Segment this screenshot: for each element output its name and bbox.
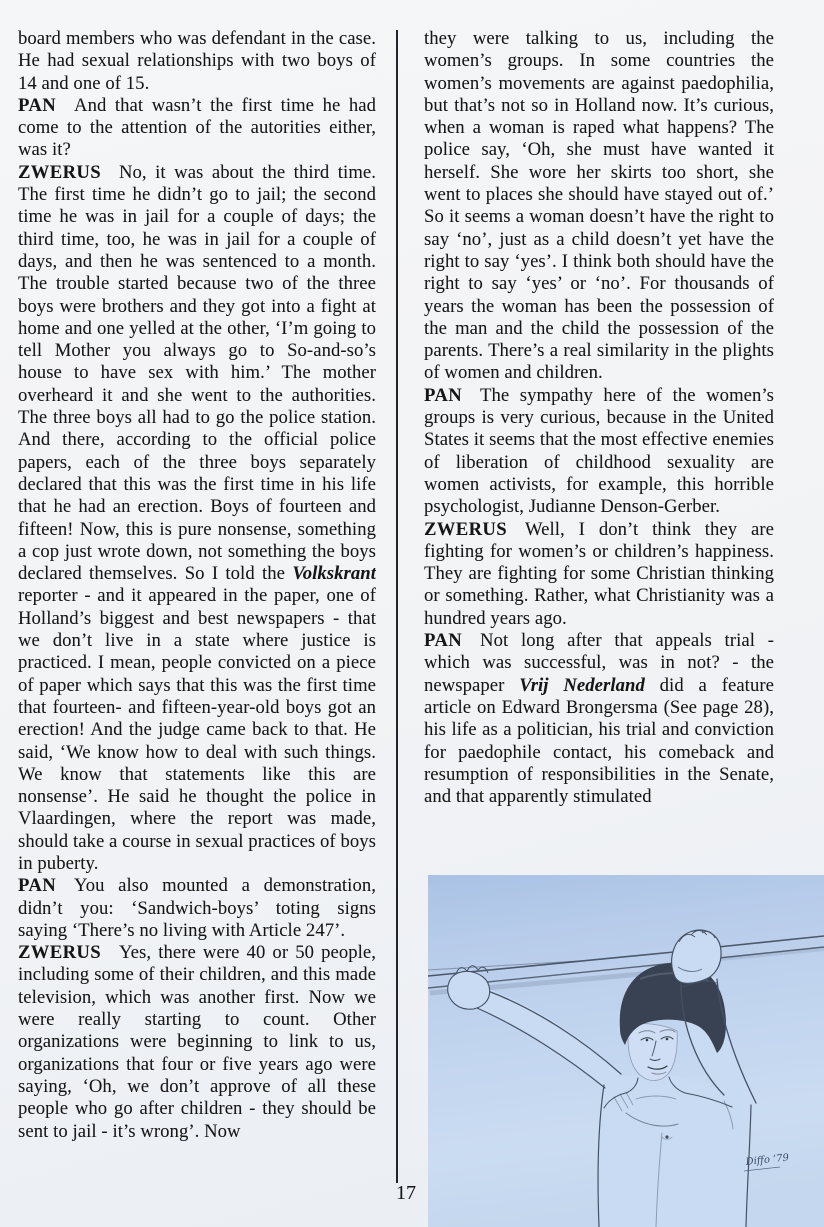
speaker-label: ZWERUS [18, 161, 101, 183]
dialogue-paragraph [424, 519, 774, 630]
dialogue-paragraph [424, 385, 774, 519]
paragraph-text: You also mounted a demonstration, didn’t you: ‘Sandwich-boys’ toting signs saying ‘There’s no living with Article 247’. [18, 875, 376, 941]
boy-drawing [428, 875, 824, 1227]
left-column [18, 28, 376, 1190]
dialogue-paragraph [18, 95, 376, 162]
paragraph-continuation [18, 28, 376, 95]
dialogue-paragraph [18, 875, 376, 942]
paragraph-text: Well, I don’t think they are fighting for women’s or children’s happiness. They are fighting for some Christian thinking or something. Rather, what Christianity was a hundred years ago. [424, 518, 774, 629]
speaker-label: ZWERUS [424, 518, 507, 540]
paragraph-text: Yes, there were 40 or 50 people, including some of their children, and this made television, which was another first. Now we were really starting to count. Other organizations were beginning to link to us, organizations that four or five years ago were saying, ‘Oh, we don’t approve of all these people who go after children - they should be sent to jail - it’s wrong’. Now [18, 942, 376, 1142]
paragraph-continuation [424, 28, 774, 385]
paragraph-text: did a feature article on Edward Brongersma (See page 28), his life as a politician, his trial and conviction for paedophile contact, his comeback and resumption of responsibilities in the Senate, and that apparently stimulated [424, 674, 774, 808]
newspaper-name: Volkskrant [292, 563, 376, 585]
paragraph-text: board members who was defendant in the case. He had sexual relationships with two boys of 14 and one of 15. [18, 28, 376, 94]
svg-text:Diffo ’79: Diffo ’79 [745, 1152, 790, 1168]
illustration [428, 875, 824, 1227]
speaker-label: PAN [424, 630, 463, 652]
column-divider-rule [396, 30, 398, 1183]
speaker-label: PAN [18, 94, 57, 116]
speaker-label: PAN [424, 384, 463, 406]
newspaper-name: Vrij Nederland [519, 674, 645, 696]
paragraph-text: The sympathy here of the women’s groups is very curious, because in the United States it seems that the most effective enemies of liberation of childhood sexuality are women activists, for example, this horrible psychologist, Judianne Denson-Gerber. [424, 384, 774, 518]
paragraph-text: reporter - and it appeared in the paper, one of Holland’s biggest and best newspapers - that we don’t live in a state where justice is practiced. I mean, people convicted on a piece of paper which says that this was the first time that fourteen- and fifteen-year-old boys got an erection! And the judge came back to that. He said, ‘We know how to deal with such things. We know that statements like this are nonsense’. He said he thought the police in Vlaardingen, where the report was made, should take a course in sexual practices of boys in puberty. [18, 585, 376, 874]
speaker-label: PAN [18, 875, 57, 897]
paragraph-text: Not long after that appeals trial - which was successful, was in not? - the newspaper [424, 630, 774, 696]
dialogue-paragraph [424, 630, 774, 808]
paragraph-text: No, it was about the third time. The first time he didn’t go to jail; the second time he was in jail for a couple of days; the third time, too, he was in jail for a couple of days, and then he was sentenced to a month. The trouble started because two of the three boys were brothers and they got into a fight at home and one yelled at the other, ‘I’m going to tell Mother you always go to So-and-so’s house to have sex with him.’ The mother overheard it and she went to the authorities. The three boys all had to go the police station. And there, according to the official police papers, each of the three boys separately declared that this was the first time in his life that he had an erection. Boys of fourteen and fifteen! Now, this is pure nonsense, something a cop just wrote down, not something the boys declared themselves. So I told the [18, 161, 376, 585]
paragraph-text: they were talking to us, including the women’s groups. In some countries the women’s movements are against paedophilia, but that’s not so in Holland now. It’s curious, when a woman is raped what happens? The police say, ‘Oh, she must have wanted it herself. She wore her skirts too short, she went to places she should have stayed out of.’ So it seems a woman doesn’t have the right to say ‘no’, just as a child doesn’t yet have the right to say ‘yes’. I think both should have the right to say ‘yes’ or ‘no’. For thousands of years the woman has been the possession of the man and the child the possession of the parents. There’s a real similarity in the plights of women and children. [424, 28, 774, 384]
dialogue-paragraph [18, 162, 376, 876]
speaker-label: ZWERUS [18, 942, 101, 964]
page-number: 17 [396, 1182, 416, 1204]
right-column [424, 28, 774, 866]
dialogue-paragraph [18, 942, 376, 1143]
paragraph-text: And that wasn’t the first time he had come to the attention of the autorities either, was it? [18, 94, 376, 161]
